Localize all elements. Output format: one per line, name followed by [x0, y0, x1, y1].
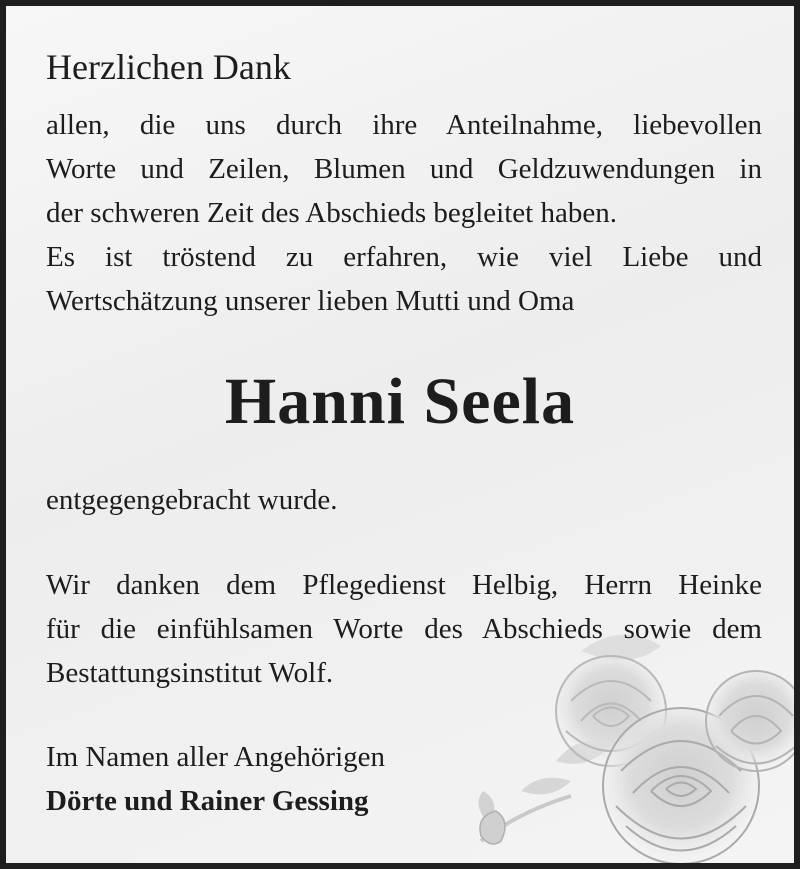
intro-line-3: der schweren Zeit des Abschieds begleitet haben. [46, 197, 617, 229]
heading: Herzlichen Dank [46, 47, 291, 87]
roses-image [461, 621, 800, 869]
intro-line-4: Es ist tröstend zu erfahren, wie viel Liebe und [46, 241, 762, 273]
thanks-line-2: für die einfühlsamen Worte des Abschieds sowie dem [46, 613, 762, 645]
deceased-name: Hanni Seela [224, 365, 576, 438]
closing-text: Im Namen aller Angehörigen [46, 741, 386, 773]
after-name-text: entgegengebracht wurde. [46, 484, 338, 516]
thanks-line-1: Wir danken dem Pflegedienst Helbig, Herrn Heinke [46, 569, 762, 601]
thanks-line-3: Bestattungsinstitut Wolf. [46, 657, 334, 689]
intro-line-1: allen, die uns durch ihre Anteilnahme, liebevollen [46, 109, 762, 141]
signatories: Dörte und Rainer Gessing [46, 785, 369, 817]
intro-line-5: Wertschätzung unserer lieben Mutti und Oma [46, 285, 575, 317]
intro-line-2: Worte und Zeilen, Blumen und Geldzuwendungen in [46, 153, 762, 185]
